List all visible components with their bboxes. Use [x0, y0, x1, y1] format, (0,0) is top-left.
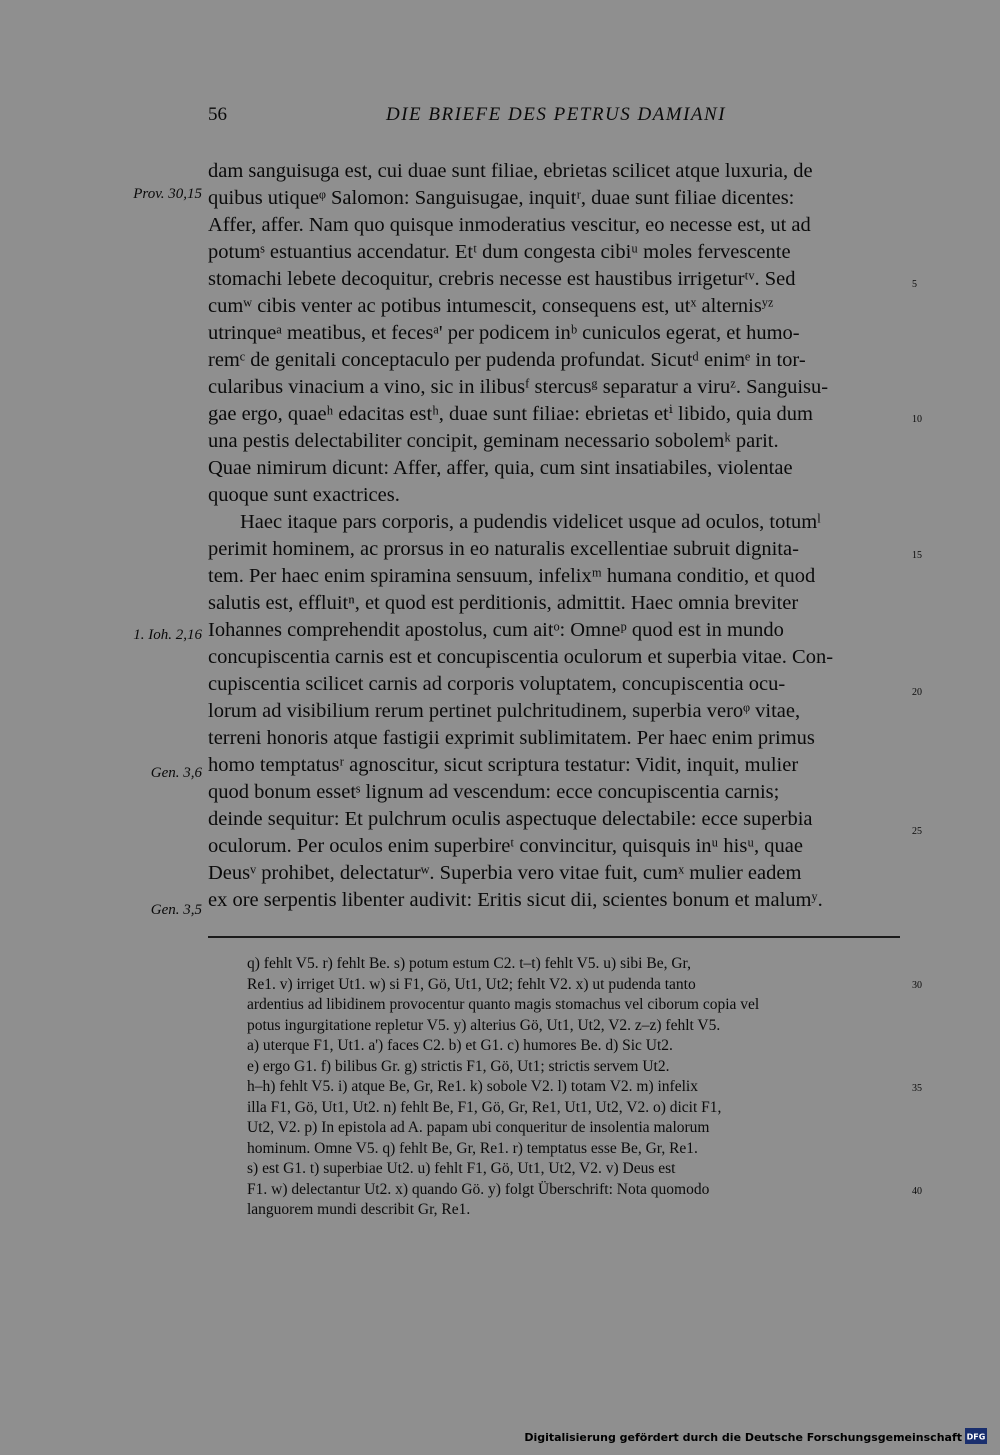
text-line: oculorum. Per oculos enim superbireᵗ convincitur, quisquis inᵘ hisᵘ, quae	[208, 835, 803, 857]
text-line: perimit hominem, ac prorsus in eo naturalis excellentiae subruit dignita-	[208, 538, 799, 560]
footnote-line: Re1. v) irriget Ut1. w) si F1, Gö, Ut1, Ut2; fehlt V2. x) ut pudenda tanto	[247, 975, 696, 993]
line-number: 5	[912, 279, 917, 290]
footnote-line: ardentius ad libidinem provocentur quanto magis stomachus vel ciborum copia vel	[247, 996, 760, 1013]
margin-reference: Gen. 3,6	[150, 765, 202, 781]
text-line: cupiscentia scilicet carnis ad corporis voluptatem, concupiscentia ocu-	[208, 673, 786, 695]
footnote-line: Ut2, V2. p) In epistola ad A. papam ubi conqueritur de insolentia malorum	[247, 1119, 710, 1136]
text-line: concupiscentia carnis est et concupiscentia oculorum et superbia vitae. Con-	[208, 646, 834, 668]
running-title: DIE BRIEFE DES PETRUS DAMIANI	[386, 104, 727, 125]
dfg-logo-text: DFG	[966, 1432, 986, 1442]
footnote-line-number: 35	[912, 1083, 922, 1094]
text-line: remᶜ de genitali conceptaculo per pudenda profundat. Sicutᵈ enimᵉ in tor-	[208, 349, 806, 371]
footnote-line: languorem mundi describit Gr, Re1.	[247, 1201, 471, 1218]
main-text	[208, 158, 896, 914]
footnote-line: F1. w) delectantur Ut2. x) quando Gö. y) folgt Überschrift: Nota quomodo	[247, 1180, 710, 1198]
text-line: Haec itaque pars corporis, a pudendis videlicet usque ad oculos, totumˡ	[240, 511, 821, 533]
text-line: Affer, affer. Nam quo quisque inmoderatius vescitur, eo necesse est, ut ad	[208, 214, 811, 236]
text-line: cularibus vinacium a vino, sic in ilibusᶠ stercusᵍ separatur a viruᶻ. Sanguisu-	[208, 376, 829, 398]
text-line: terreni honoris atque fastigii exprimit sublimitatem. Per haec enim primus	[208, 727, 815, 749]
dfg-logo	[965, 1428, 987, 1444]
line-number: 10	[912, 414, 922, 425]
line-number: 15	[912, 550, 922, 561]
footnote-line: q) fehlt V5. r) fehlt Be. s) potum estum C2. t–t) fehlt V5. u) sibi Be, Gr,	[247, 955, 691, 972]
text-line: ex ore serpentis libenter audivit: Eritis sicut dii, scientes bonum et malumʸ.	[208, 889, 823, 911]
footnote-line: a) uterque F1, Ut1. a') faces C2. b) et G1. c) humores Be. d) Sic Ut2.	[247, 1037, 673, 1054]
text-line: una pestis delectabiliter concipit, geminam necessario sobolemᵏ parit.	[208, 430, 779, 452]
text-line: Deusᵛ prohibet, delectaturʷ. Superbia vero vitae fuit, cumˣ mulier eadem	[208, 862, 802, 884]
text-line: Iohannes comprehendit apostolus, cum aitᵒ: Omneᵖ quod est in mundo	[208, 619, 784, 641]
text-line: cumʷ cibis venter ac potibus intumescit, consequens est, utˣ alternisʸᶻ	[208, 295, 774, 317]
page-number: 56	[208, 104, 227, 125]
footnote-line-number: 40	[912, 1186, 922, 1197]
footnote-line-number: 30	[912, 980, 922, 991]
footnote-line: potus ingurgitatione repletur V5. y) alterius Gö, Ut1, Ut2, V2. z–z) fehlt V5.	[247, 1016, 721, 1034]
digitization-credit: Digitalisierung gefördert durch die Deutsche Forschungsgemeinschaft	[524, 1431, 962, 1444]
text-line: gae ergo, quaeʰ edacitas estʰ, duae sunt filiae: ebrietas etⁱ libido, quia dum	[208, 403, 813, 425]
margin-reference: Prov. 30,15	[133, 186, 202, 202]
text-line: dam sanguisuga est, cui duae sunt filiae, ebrietas scilicet atque luxuria, de	[208, 160, 813, 182]
footnote-line: illa F1, Gö, Ut1, Ut2. n) fehlt Be, F1, Gö, Gr, Re1, Ut1, Ut2, V2. o) dicit F1,	[247, 1098, 722, 1116]
text-line: lorum ad visibilium rerum pertinet pulchritudinem, superbia veroᵠ vitae,	[208, 700, 801, 722]
margin-reference: 1. Ioh. 2,16	[133, 627, 202, 643]
text-line: potumˢ estuantius accendatur. Etᵗ dum congesta cibiᵘ moles fervescente	[208, 241, 791, 263]
text-line: homo temptatusʳ agnoscitur, sicut scriptura testatur: Vidit, inquit, mulier	[208, 754, 799, 776]
text-line: tem. Per haec enim spiramina sensuum, infelixᵐ humana conditio, et quod	[208, 565, 816, 587]
text-line: Quae nimirum dicunt: Affer, affer, quia, cum sint insatiabiles, violentae	[208, 457, 793, 479]
text-line: quod bonum essetˢ lignum ad vescendum: ecce concupiscentia carnis;	[208, 781, 780, 803]
footnote-line: hominum. Omne V5. q) fehlt Be, Gr, Re1. r) temptatus esse Be, Gr, Re1.	[247, 1139, 698, 1157]
margin-reference: Gen. 3,5	[150, 902, 202, 918]
text-line: quibus utiqueᵠ Salomon: Sanguisugae, inquitʳ, duae sunt filiae dicentes:	[208, 187, 795, 209]
text-line: quoque sunt exactrices.	[208, 484, 400, 506]
footnote-line: e) ergo G1. f) bilibus Gr. g) strictis F1, Gö, Ut1; strictis servem Ut2.	[247, 1057, 670, 1075]
line-number: 20	[912, 687, 922, 698]
text-line: deinde sequitur: Et pulchrum oculis aspectuque delectabile: ecce superbia	[208, 808, 813, 830]
text-line: stomachi lebete decoquitur, crebris necesse est haustibus irrigeturᵗᵛ. Sed	[208, 268, 796, 290]
footnote-line: h–h) fehlt V5. i) atque Be, Gr, Re1. k) sobole V2. l) totam V2. m) infelix	[247, 1078, 698, 1095]
line-number: 25	[912, 826, 922, 837]
text-line: utrinqueᵃ meatibus, et fecesᵃ' per podicem inᵇ cuniculos egerat, et humo-	[208, 322, 800, 344]
footnotes	[247, 954, 897, 1221]
footnote-rule	[208, 936, 900, 938]
text-line: salutis est, effluitⁿ, et quod est perditionis, admittit. Haec omnia breviter	[208, 592, 799, 614]
footnote-line: s) est G1. t) superbiae Ut2. u) fehlt F1, Gö, Ut1, Ut2, V2. v) Deus est	[247, 1160, 676, 1177]
